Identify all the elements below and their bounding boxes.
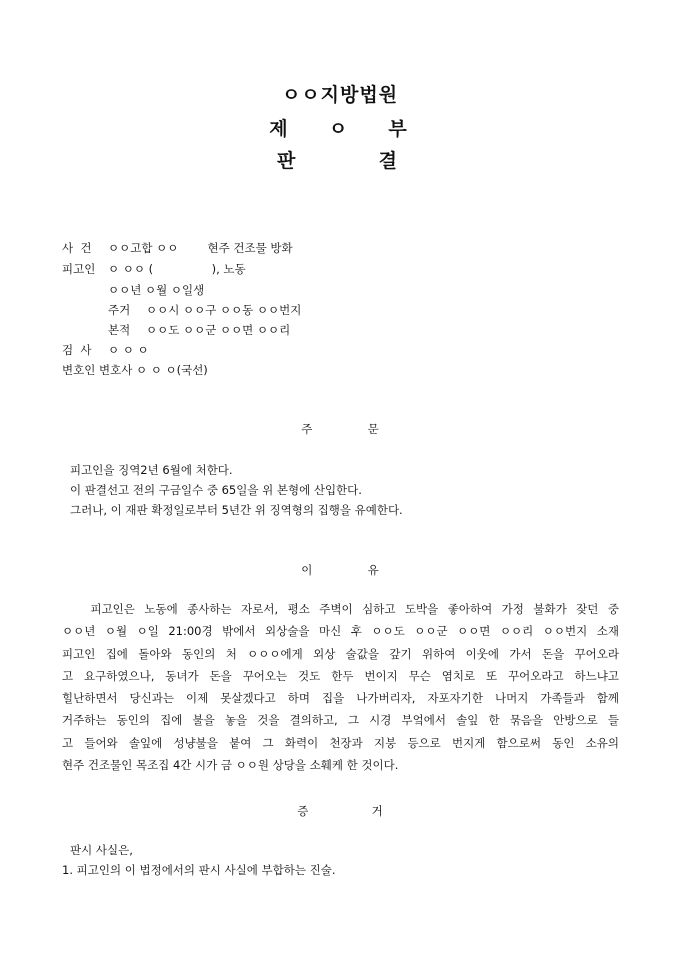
order-line: 피고인을 징역2년 6월에 처한다.: [70, 463, 233, 477]
case-value: ㅇㅇ고합 ㅇㅇ 현주 건조물 방화: [108, 241, 293, 255]
division-char: ㅇ: [328, 118, 352, 140]
order-heading-char: 문: [367, 422, 379, 436]
evidence-heading-char: 증: [297, 804, 309, 818]
reason-line: 고 요구하였으나, 동녀가 돈을 꾸어오는 것도 한두 번이지 무슨 염치로 또 꾸어오라고 하느냐고: [62, 668, 619, 683]
reason-heading: [0, 562, 680, 578]
case-label: 사 건: [62, 241, 92, 255]
order-heading-char: 주: [301, 422, 313, 436]
reason-line: 현주 건조물인 목조집 4간 시가 금 ㅇㅇ원 상당을 소훼케 한 것이다.: [62, 758, 399, 773]
evidence-heading-char: 거: [371, 804, 383, 818]
reason-line: 피고인 집에 돌아와 동인의 처 ㅇㅇㅇ에게 외상 술값을 갚기 위하여 이웃에 가서 돈을 꾸어오라: [62, 646, 619, 661]
evidence-item: 1. 피고인의 이 법정에서의 판시 사실에 부합하는 진술.: [62, 863, 336, 877]
origin-row: [108, 322, 290, 338]
court-name: ㅇㅇ지방법원: [281, 84, 399, 106]
reason-paragraph: [62, 598, 619, 776]
attorney-row: 변호인 변호사 ㅇ ㅇ ㅇ(국선): [62, 363, 208, 377]
prosecutor-row: [62, 342, 149, 358]
division-char: 제: [269, 118, 292, 140]
evidence-heading: [0, 803, 680, 819]
origin-value: ㅇㅇ도 ㅇㅇ군 ㅇㅇ면 ㅇㅇ리: [146, 323, 291, 337]
reason-line: ㅇㅇ년 ㅇ월 ㅇ일 21:00경 밖에서 외상술을 마신 후 ㅇㅇ도 ㅇㅇ군 ㅇㅇ면 ㅇㅇ리 ㅇㅇ번지 소재: [62, 624, 619, 639]
reason-heading-char: 이: [301, 563, 313, 577]
prosecutor-value: ㅇ ㅇ ㅇ: [108, 343, 149, 357]
doc-type-char: 결: [378, 150, 403, 172]
reason-line: 피고인은 노동에 종사하는 자로서, 평소 주벽이 심하고 도박을 좋아하여 가정 불화가 잦던 중: [62, 602, 619, 616]
reason-heading-char: 유: [367, 563, 379, 577]
defendant-row: [62, 261, 246, 277]
order-line: 이 판결선고 전의 구금일수 중 65일을 위 본형에 산입한다.: [70, 483, 362, 497]
division-title: [0, 114, 680, 141]
address-row: [108, 302, 301, 318]
prosecutor-label: 검 사: [62, 343, 92, 357]
document-type-title: [0, 146, 680, 173]
address-label: 주거: [108, 303, 131, 317]
reason-line: 거주하는 동인의 집에 불을 놓을 것을 결의하고, 그 시경 부엌에서 솔잎 한 묶음을 안방으로 들: [62, 713, 619, 728]
order-heading: [0, 421, 680, 437]
reason-line: 힐난하면서 당신과는 이제 못살겠다고 하며 집을 나가버리자, 자포자기한 나머지 가족들과 함께: [62, 691, 619, 706]
division-char: 부: [388, 118, 411, 140]
doc-type-char: 판: [277, 150, 302, 172]
evidence-intro: 판시 사실은,: [70, 843, 133, 857]
case-row: [62, 240, 293, 256]
defendant-name: ㅇ ㅇㅇ ( ), 노동: [108, 262, 246, 276]
order-line: 그러나, 이 재판 확정일로부터 5년간 위 징역형의 집행을 유예한다.: [70, 503, 403, 517]
defendant-label: 피고인: [62, 262, 96, 276]
reason-line: 고 들어와 솔잎에 성냥불을 붙여 그 화력이 천장과 지붕 등으로 번지게 함으로써 동인 소유의: [62, 735, 619, 750]
origin-label: 본적: [108, 323, 131, 337]
birth-row: ㅇㅇ년 ㅇ월 ㅇ일생: [108, 283, 205, 297]
address-value: ㅇㅇ시 ㅇㅇ구 ㅇㅇ동 ㅇㅇ번지: [146, 303, 302, 317]
